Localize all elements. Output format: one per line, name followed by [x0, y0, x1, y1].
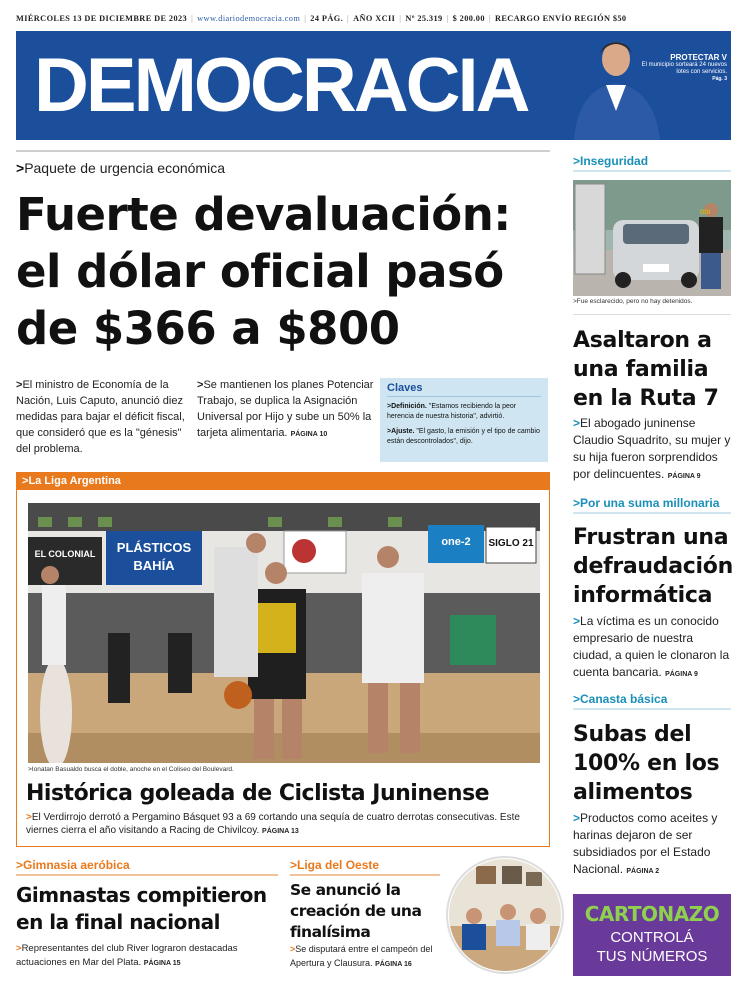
inseguridad-photo[interactable]: [573, 180, 731, 296]
inseguridad-headline-line-1: Asaltaron a: [573, 328, 712, 353]
liga-oeste-headline-line-1: Se anunció la: [290, 881, 401, 899]
gimnasia-headline-line-1: Gimnastas compitieron: [16, 883, 267, 907]
liga-oeste-page-ref: PÁGINA 16: [375, 961, 412, 968]
banner-colonial: EL COLONIAL: [34, 549, 96, 559]
cartonazo-line-1: CONTROLÁ: [610, 929, 694, 946]
claves-item-2: >Ajuste. "El gasto, la emisión y el tipo de cambio están descontrolados", dijo.: [387, 428, 540, 445]
liga-oeste-headline-line-3: finalísima: [290, 923, 371, 941]
inseguridad-photo-caption: >Fue esclarecido, pero no hay detenidos.: [573, 298, 693, 305]
banner-plasticos: PLÁSTICOS BAHÍA: [116, 540, 192, 573]
lead-column-2: >Se mantienen los planes Potenciar Trabajo, se duplica la Asignación Universal por Hijo y sube un 50% la tarjeta alimentaria. PÁGINA 10: [197, 379, 374, 439]
inseguridad-page-ref: PÁGINA 9: [667, 473, 701, 480]
liga-oeste-photo[interactable]: [446, 856, 564, 974]
promo-box[interactable]: [637, 53, 727, 82]
page-count: 24 PÁG.: [310, 14, 344, 23]
lead-headline-line-3: de $366 a $800: [16, 302, 400, 355]
cartonazo-line-2: TUS NÚMEROS: [596, 948, 708, 965]
inseguridad-headline[interactable]: [573, 326, 733, 413]
inseguridad-body: >El abogado juninense Claudio Squadrito, su mujer y su hija fueron sorprendidos por delincuentes. PÁGINA 9: [573, 416, 731, 481]
canasta-body: >Productos como aceites y harinas dejaron de ser subsidiados por el Estado Nacional. PÁGINA 2: [573, 811, 718, 876]
price: $ 200.00: [452, 14, 485, 23]
cartonazo-ad[interactable]: [573, 894, 731, 976]
sports-headline[interactable]: Histórica goleada de Ciclista Juninense: [26, 781, 490, 806]
liga-oeste-tag[interactable]: >Liga del Oeste: [290, 858, 440, 876]
claves-box: [380, 378, 548, 462]
lead-column-1: >El ministro de Economía de la Nación, Luis Caputo, anunció diez medidas para bajar el déficit fiscal, que consideró que es la "génesis" del problema.: [16, 379, 185, 455]
canasta-page-ref: PÁGINA 2: [626, 868, 660, 875]
banner-siglo: SIGLO 21: [488, 538, 534, 549]
year: AÑO XCII: [353, 14, 396, 23]
millonaria-tag[interactable]: >Por una suma millonaria: [573, 496, 731, 514]
gimnasia-tag[interactable]: >Gimnasia aeróbica: [16, 858, 278, 876]
surcharge: RECARGO ENVÍO REGIÓN $50: [494, 14, 627, 23]
liga-oeste-headline[interactable]: [290, 880, 440, 943]
canasta-headline-line-1: Subas del: [573, 722, 692, 747]
issue-date: MIÉRCOLES 13 DE DICIEMBRE DE 2023: [16, 14, 188, 23]
issue-number: Nº 25.319: [405, 14, 443, 23]
lead-headline[interactable]: [16, 186, 556, 357]
gimnasia-page-ref: PÁGINA 15: [143, 960, 181, 967]
masthead: [16, 31, 731, 140]
banner-one2: one-2: [441, 536, 471, 548]
issue-info-bar: MIÉRCOLES 13 DE DICIEMBRE DE 2023 | www.diariodemocracia.com | 24 PÁG. | AÑO XCII | Nº 25.319 | $ 200.00 | RECARGO ENVÍO REGIÓN $50: [16, 14, 627, 23]
lead-headline-line-1: Fuerte devaluación:: [16, 188, 511, 241]
defraudacion-headline-line-2: defraudación: [573, 554, 733, 579]
lead-kicker: >Paquete de urgencia económica: [16, 160, 225, 176]
gimnasia-headline-line-2: en la final nacional: [16, 910, 220, 934]
claves-title: Claves: [387, 382, 541, 397]
ddi-label: DDI: [700, 210, 711, 216]
defraudacion-headline-line-3: informática: [573, 583, 713, 608]
defraudacion-body: >La víctima es un conocido empresario de nuestra ciudad, a quien le clonaron la cuenta bancaria. PÁGINA 9: [573, 614, 730, 679]
gimnasia-body: >Representantes del club River lograron destacadas actuaciones en Mar del Plata. PÁGINA 15: [16, 943, 238, 968]
sports-page-ref: PÁGINA 13: [262, 828, 299, 835]
canasta-headline-line-3: alimentos: [573, 780, 693, 805]
lead-headline-line-2: el dólar oficial pasó: [16, 245, 504, 298]
cartonazo-title: CARTONAZO: [584, 902, 720, 926]
lead-page-ref: PÁGINA 10: [290, 431, 328, 438]
canasta-tag[interactable]: >Canasta básica: [573, 692, 731, 710]
inseguridad-headline-line-3: en la Ruta 7: [573, 386, 719, 411]
liga-oeste-body: >Se disputará entre el campeón del Apertura y Clausura. PÁGINA 16: [290, 944, 433, 968]
defraudacion-headline-line-1: Frustran una: [573, 525, 729, 550]
newspaper-logo: DEMOCRACIA: [34, 43, 528, 128]
promo-title: PROTECTAR V: [670, 53, 727, 62]
canasta-headline[interactable]: [573, 720, 733, 807]
site-url[interactable]: www.diariodemocracia.com: [197, 14, 301, 23]
inseguridad-divider: [573, 314, 731, 315]
promo-person-photo: [556, 31, 671, 140]
lead-divider: [16, 150, 550, 152]
sports-body: >El Verdirrojo derrotó a Pergamino Básquet 93 a 69 cortando una sequía de cuatro derrotas consecutivas. Este viernes cierra el año visitando a Racing de Chivilcoy. PÁGINA 13: [26, 812, 520, 836]
defraudacion-headline[interactable]: [573, 523, 738, 610]
promo-page: Pág. 3: [712, 76, 727, 82]
liga-oeste-headline-line-2: creación de una: [290, 902, 422, 920]
gimnasia-headline[interactable]: [16, 882, 267, 936]
promo-body: El municipio sorteará 24 nuevos lotes con servicios.: [641, 62, 727, 75]
defraudacion-page-ref: PÁGINA 9: [665, 671, 698, 678]
sports-photo-caption: >Ionatan Basualdo busca el doble, anoche en el Coliseo del Boulevard.: [28, 766, 234, 773]
claves-item-1: >Definición. "Estamos recibiendo la peor herencia de nuestra historia", advirtió.: [387, 403, 517, 420]
inseguridad-headline-line-2: una familia: [573, 357, 709, 382]
sports-tag[interactable]: >La Liga Argentina: [16, 472, 550, 490]
inseguridad-tag[interactable]: >Inseguridad: [573, 154, 731, 172]
canasta-headline-line-2: 100% en los: [573, 751, 720, 776]
